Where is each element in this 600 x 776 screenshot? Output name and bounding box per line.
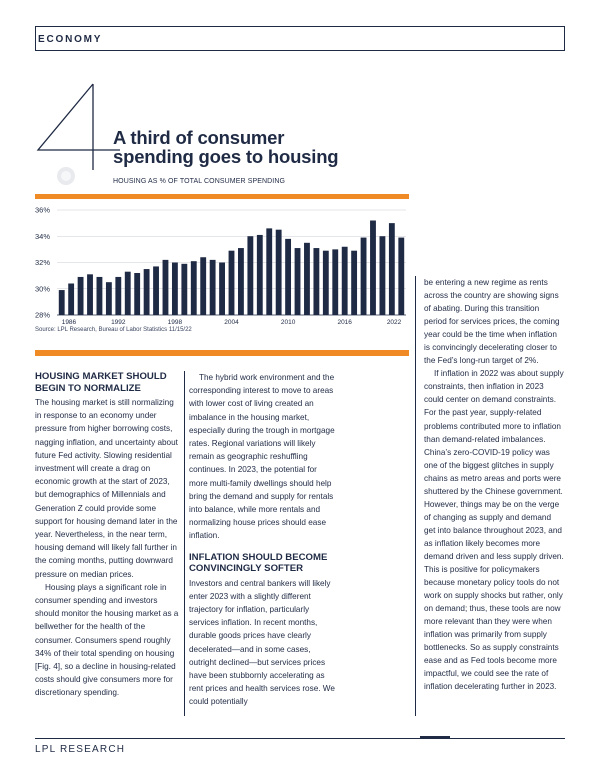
footer-accent	[420, 736, 450, 739]
chart-bar	[238, 248, 244, 315]
feature-number-graphic	[0, 0, 120, 200]
chart-bar	[342, 247, 348, 315]
x-tick-label: 2016	[337, 319, 352, 326]
column-3	[424, 276, 564, 694]
accent-bar-bottom	[35, 350, 409, 356]
chart-bar	[370, 221, 376, 316]
x-tick-label: 1998	[167, 319, 183, 326]
y-tick-label: 32%	[35, 258, 51, 267]
chart-bar	[285, 239, 291, 315]
y-tick-label: 36%	[35, 205, 51, 215]
chart-bar	[59, 290, 65, 315]
chart-bar	[163, 260, 169, 315]
housing-heading: HOUSING MARKET SHOULD BEGIN TO NORMALIZE	[35, 371, 167, 394]
chart-bar	[144, 269, 150, 315]
chart-bar	[210, 260, 216, 315]
chart-bar	[323, 251, 329, 315]
inflation-heading: INFLATION SHOULD BECOME CONVINCINGLY SOFTER	[189, 551, 328, 575]
chart-bar	[106, 282, 112, 315]
housing-paragraph-1: The housing market is still normalizing in response to an economy under pressure from higher borrowing costs, nagging inflation, and uncertainty about future Fed activity. Slowing residential investment will create a drag on economic growth at the start of 2023, but demographics of Millennials and Generation Z could provide some support for housing demand later in the year. Nevertheless, in the near term, housing demand will likely fall further in the coming months, putting downward pressure on median prices.	[35, 398, 178, 579]
chart-bar	[87, 274, 93, 315]
chart-bar	[191, 261, 197, 315]
supply-demand-paragraph: If inflation in 2022 was about supply constraints, then inflation in 2023 could center on demand constraints. For the past year, supply-related problems contributed more to inflation than demand-related imbalances. China’s zero-COVID-19 policy was one of the biggest glitches in supply chains as metro areas and ports were shuttered by the Chinese government. However, things may be on the verge of changing as supply and demand get into balance throughout 2023, and as inflation likely becomes more demand driven and less supply driven. This is positive for policymakers because monetary policy tools do not work on supply shocks but rather, only on demand; thus, these tools are now more relevant than they were when inflation was primarily from supply bottlenecks. So as supply constraints ease and as Fed tools become more impactful, we could see the rate of inflation decelerating further in 2023.	[424, 369, 564, 692]
chart-bar	[153, 266, 159, 315]
chart-bar	[247, 236, 253, 315]
chart-source: Source: LPL Research, Bureau of Labor Statistics 11/15/22	[35, 327, 192, 333]
chart-bar	[379, 236, 385, 315]
header-rule-right	[564, 26, 565, 51]
chart-bar	[97, 277, 103, 315]
chart-bar	[172, 263, 178, 316]
chart-bar	[361, 238, 367, 315]
chart-bar	[181, 264, 187, 315]
chart-bar	[229, 251, 235, 315]
accent-bar-top	[35, 194, 409, 199]
chart-bar	[115, 277, 121, 315]
chart-bar	[304, 243, 310, 315]
chart-bar	[219, 263, 225, 316]
housing-spending-chart	[35, 200, 409, 327]
section-label: ECONOMY	[38, 34, 103, 45]
column-divider-1	[184, 371, 185, 716]
chart-bar	[125, 272, 131, 315]
regime-paragraph: be entering a new regime as rents across the country are showing signs of abating. During this transition period for services prices, the coming year could be the time when inflation is convincingly decelerating closer to the Fed’s long-run target of 2%.	[424, 278, 560, 366]
chart-bar	[134, 273, 140, 315]
x-tick-label: 1992	[111, 319, 126, 326]
x-tick-label: 2004	[224, 319, 239, 326]
chart-bar	[257, 235, 263, 315]
y-tick-label: 30%	[35, 284, 51, 294]
x-tick-label: 2010	[280, 319, 296, 326]
y-tick-label: 28%	[35, 310, 51, 320]
footer-rule	[35, 738, 565, 739]
chart-bar	[295, 248, 301, 315]
chart-bar	[398, 238, 404, 315]
chart-bar	[351, 251, 357, 315]
chart-bar	[389, 223, 395, 315]
housing-paragraph-2: Housing plays a significant role in consumer spending and investors should monitor the housing market as a bellwether for the health of the consumer. Consumers spend roughly 34% of their total spending on housing [Fig. 4], so a decline in housing-related costs should give consumers more for discretionary spending.	[35, 582, 179, 698]
x-tick-label: 1986	[61, 319, 77, 326]
column-2	[189, 371, 335, 709]
chart-bar	[332, 249, 338, 315]
number-four-outline	[38, 84, 120, 170]
chart-bar	[200, 257, 206, 315]
chart-subtitle: HOUSING AS % OF TOTAL CONSUMER SPENDING	[113, 178, 286, 185]
feature-title: A third of consumer spending goes to housing	[113, 127, 339, 167]
footer-label: LPL RESEARCH	[35, 744, 126, 755]
x-tick-label: 2022	[386, 319, 402, 326]
chart-bar	[68, 284, 74, 316]
inflation-paragraph-1: Investors and central bankers will likely enter 2023 with a slightly different trajectory for inflation, particularly services inflation. In recent months, durable goods prices have clearly decelerated—and in some cases, outright declined—but services prices have been stubbornly accelerating as rent prices and health services rose. We could potentially	[189, 578, 335, 707]
chart-bar	[78, 277, 84, 315]
hybrid-paragraph: The hybrid work environment and the corresponding interest to move to areas with lower cost of living created an imbalance in the housing market, especially during the trough in mortgage rates. Regional variations will likely remain as geographic reshuffling continues. In 2023, the potential for more multi-family dwellings should help bring the demand and supply for rentals into balance, while more rentals and normalizing house prices should ease inflation.	[189, 373, 335, 541]
column-divider-2	[415, 276, 416, 716]
chart-bar	[313, 248, 319, 315]
chart-bar	[276, 230, 282, 315]
column-1	[35, 371, 180, 700]
y-tick-label: 34%	[35, 231, 51, 241]
chart-bar	[266, 228, 272, 315]
